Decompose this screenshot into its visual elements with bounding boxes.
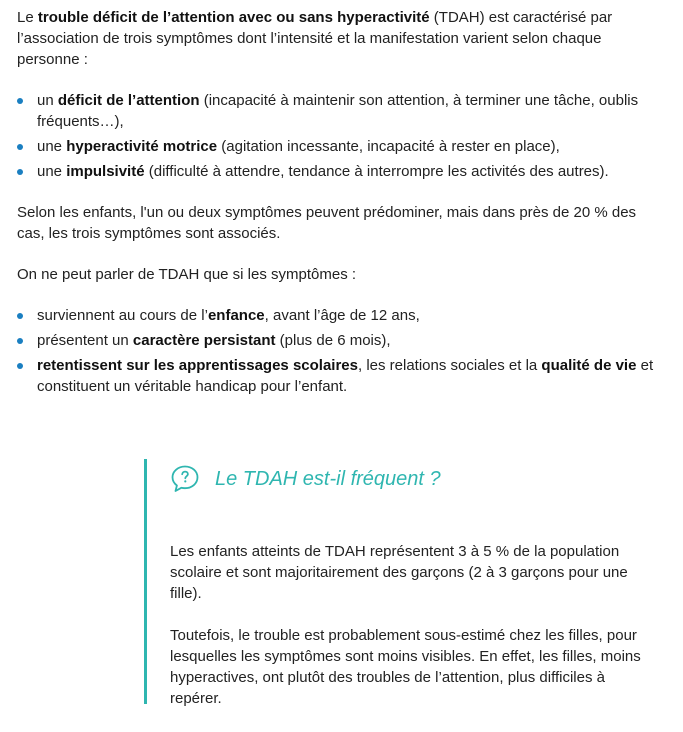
article-body [17,7,667,417]
item-bold: enfance [207,307,265,324]
callout-header [169,459,441,499]
item-text: , avant l’âge de 12 ans, [264,307,420,324]
item-text: (plus de 6 mois), [275,332,391,349]
speech-bubble-question-icon [169,463,201,495]
item-text: surviennent au cours de l’ [37,307,208,324]
item-text: une [37,163,67,180]
predominance-paragraph: Selon les enfants, l'un ou deux symptômes peuvent prédominer, mais dans près de 20 % des cas, les trois symptômes sont associés. [17,204,637,242]
callout-body [170,541,650,730]
intro-rest: (TDAH) est caractérisé par l’association de trois symptômes dont l’intensité et la manifestation varient selon chaque personne : [17,9,613,68]
item-bold: impulsivité [66,163,145,180]
item-bold: caractère persistant [132,332,276,349]
item-bold: hyperactivité motrice [66,138,218,155]
callout-paragraph-2: Toutefois, le trouble est probablement sous-estimé chez les filles, pour lesquelles les symptômes sont moins visibles. En effet, les filles, moins hyperactives, ont plutôt des troubles de l’attention, plus difficiles à repérer. [170,627,641,707]
bullet-icon [17,169,23,175]
intro-lead: Le [17,9,38,26]
item-text: présentent un [37,332,133,349]
item-text: (difficulté à attendre, tendance à interrompre les activités des autres). [144,163,609,180]
conditions-list [17,305,667,397]
bullet-icon [17,338,23,344]
list-item [17,355,667,397]
intro-bold-term: trouble déficit de l’attention avec ou sans hyperactivité [37,9,430,26]
item-text: (agitation incessante, incapacité à rester en place), [217,138,560,155]
item-bold: déficit de l’attention [57,92,200,109]
bullet-icon [17,98,23,104]
list-item [17,90,667,132]
item-text: et constituent un véritable handicap pour l’enfant. [37,357,654,395]
condition-paragraph: On ne peut parler de TDAH que si les symptômes : [17,266,357,283]
callout-box [144,459,667,707]
bullet-icon [17,363,23,369]
bullet-icon [17,313,23,319]
item-text: un [37,92,58,109]
intro-paragraph [17,7,667,70]
list-item [17,305,667,326]
list-item [17,136,667,157]
callout-title: Le TDAH est-il fréquent ? [215,468,441,490]
symptoms-list [17,90,667,182]
callout-paragraph-1: Les enfants atteints de TDAH représentent 3 à 5 % de la population scolaire et sont majoritairement des garçons (2 à 3 garçons pour une fille). [170,543,628,602]
list-item [17,330,667,351]
bullet-icon [17,144,23,150]
item-text: (incapacité à maintenir son attention, à terminer une tâche, oublis fréquents…), [37,92,639,130]
item-text: , les relations sociales et la [357,357,542,374]
item-text: une [37,138,67,155]
item-bold: qualité de vie [541,357,637,374]
item-bold: retentissent sur les apprentissages scolaires [37,357,358,374]
list-item [17,161,667,182]
